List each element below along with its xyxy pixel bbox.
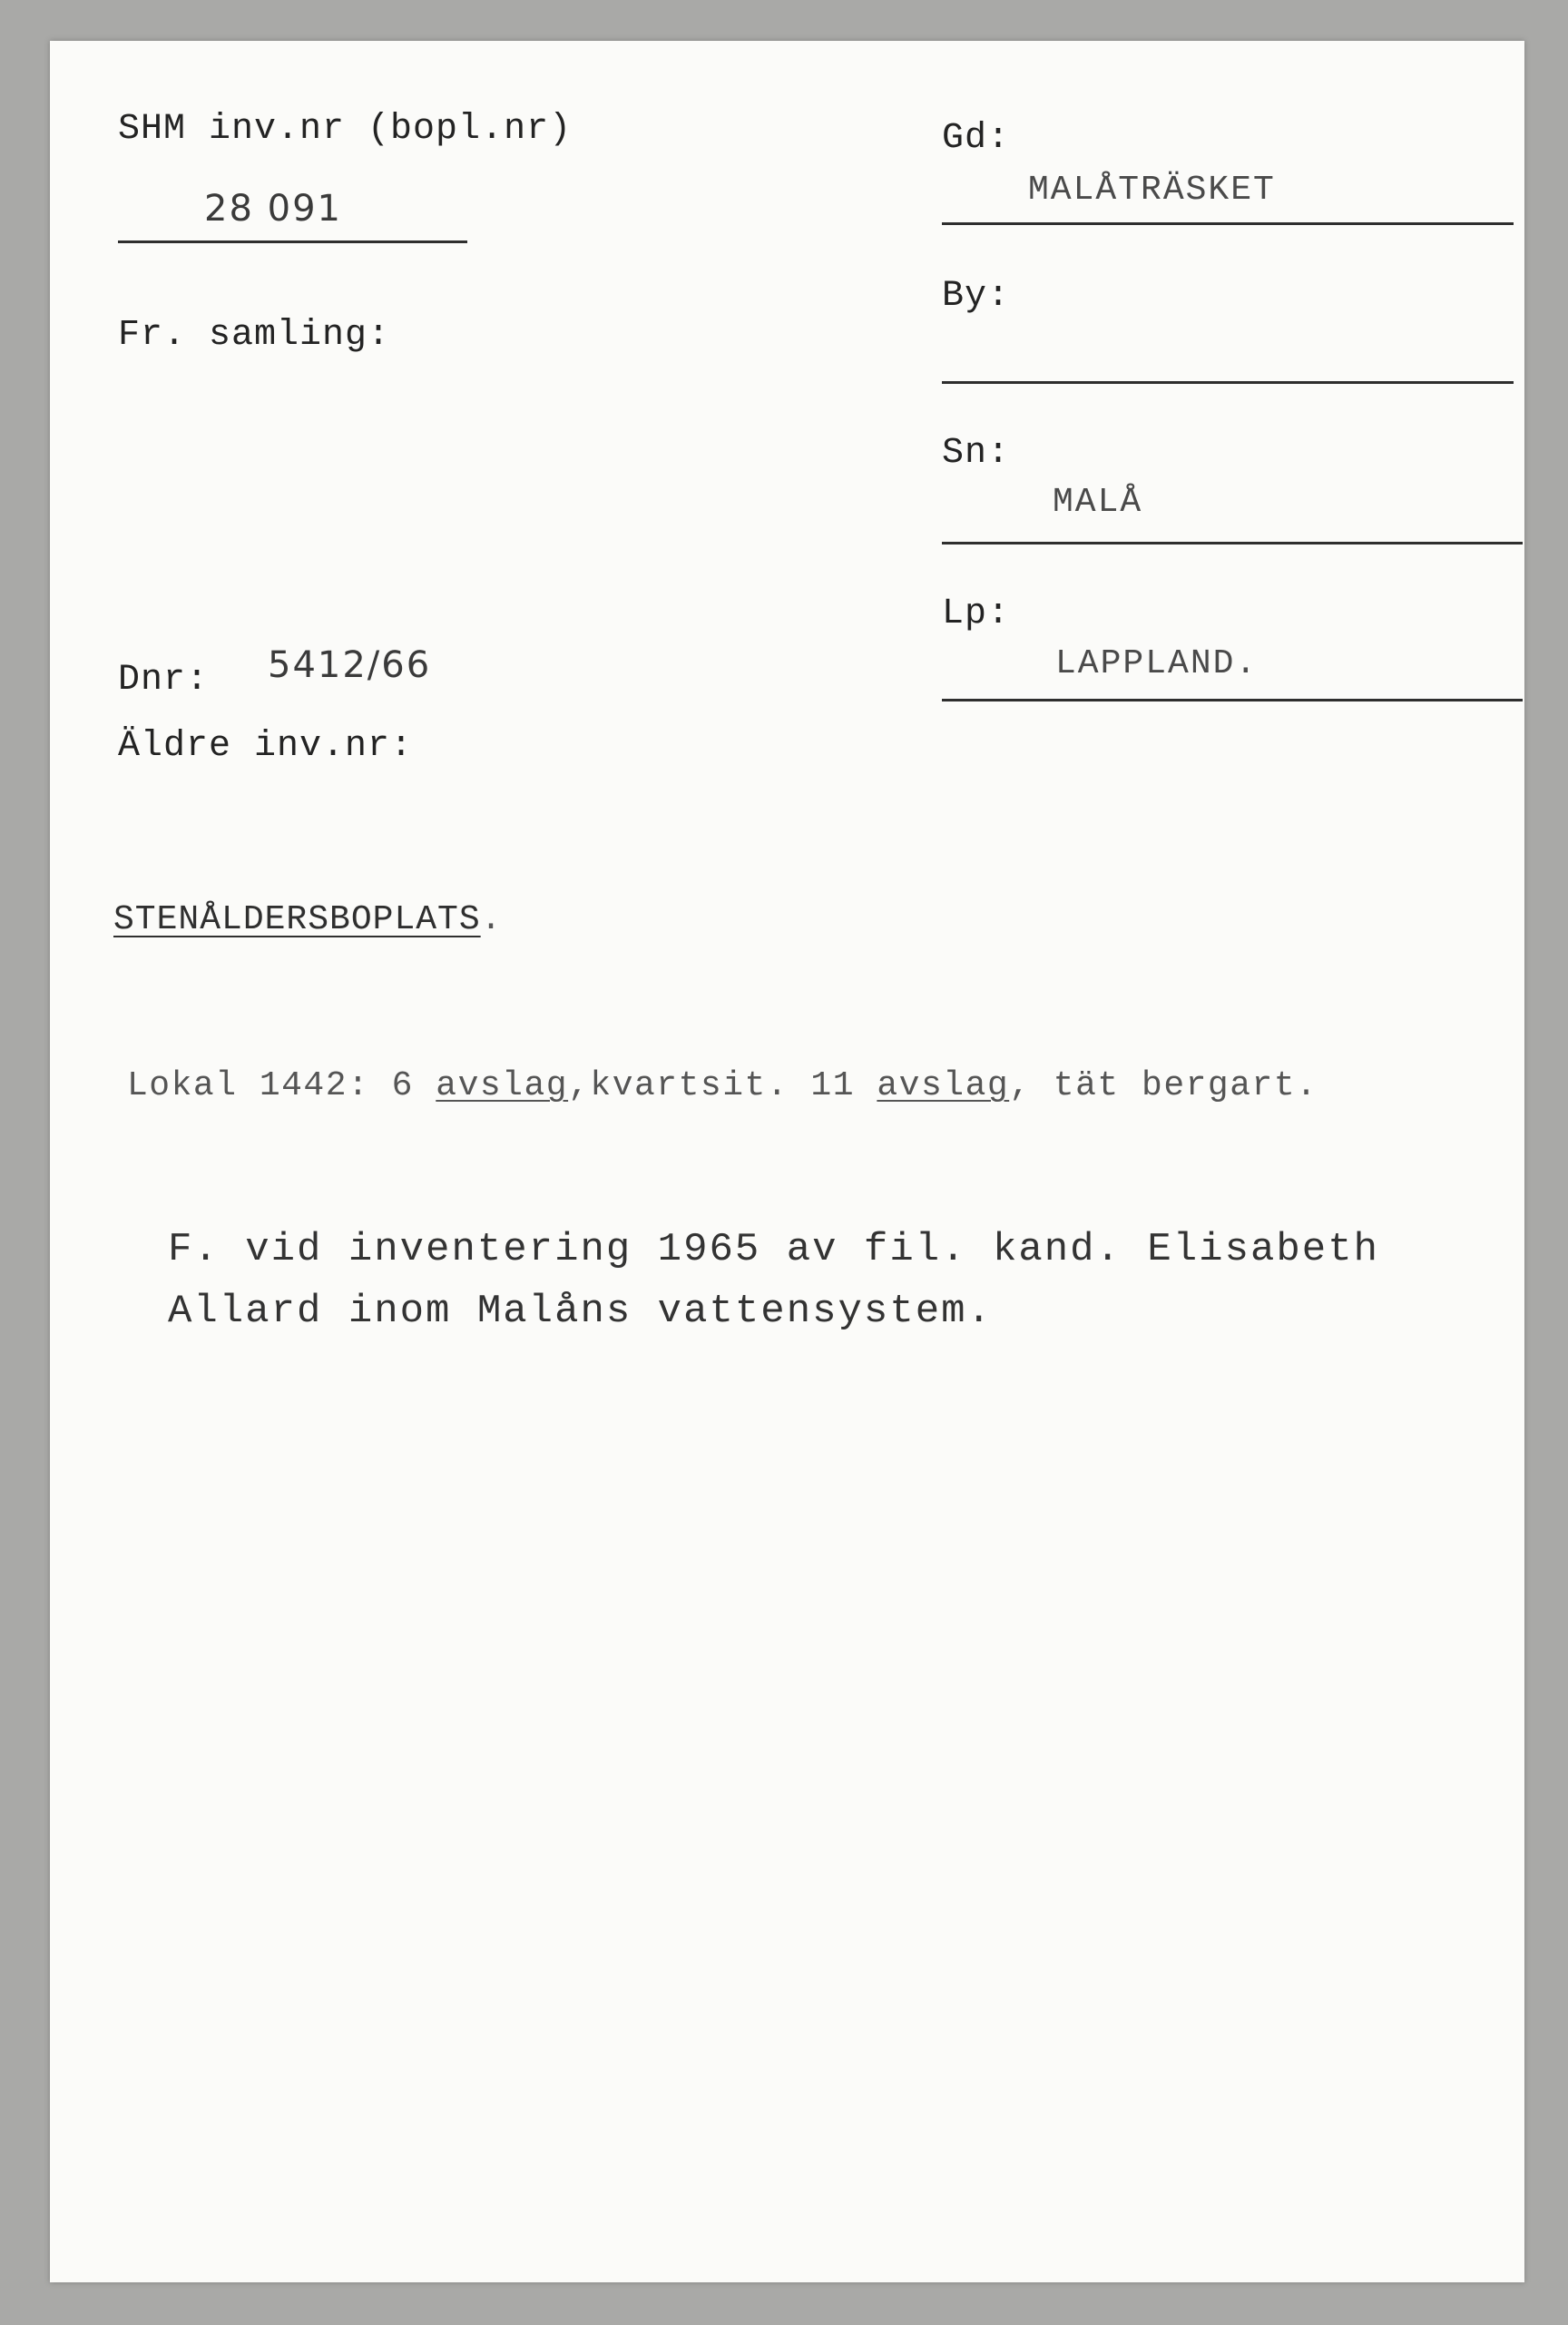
find-avslag-1: avslag	[436, 1066, 569, 1105]
inv-value: 28 091	[204, 188, 342, 230]
site-type-text: STENÅLDERSBOPLATS	[113, 900, 481, 939]
find-part-3: , tät bergart.	[1009, 1066, 1318, 1105]
fr-samling-label: Fr. samling:	[118, 315, 391, 356]
lp-underline	[942, 699, 1523, 701]
lp-label: Lp:	[942, 594, 1011, 634]
lp-value: LAPPLAND.	[1055, 644, 1259, 683]
sn-value: MALÅ	[1053, 483, 1143, 522]
gd-label: Gd:	[942, 118, 1011, 159]
find-line	[127, 1066, 1318, 1105]
by-label: By:	[942, 276, 1011, 317]
find-lokal: Lokal 1442: 6	[127, 1066, 436, 1105]
note-line-1: F. vid inventering 1965 av fil. kand. Elisabeth	[168, 1227, 1380, 1272]
sn-label: Sn:	[942, 433, 1011, 474]
site-type-heading	[113, 900, 502, 939]
site-type-suffix: .	[480, 900, 502, 939]
gd-underline	[942, 222, 1514, 225]
gd-value: MALÅTRÄSKET	[1028, 171, 1276, 210]
find-avslag-2: avslag	[877, 1066, 1010, 1105]
inv-underline	[118, 240, 467, 243]
by-underline	[942, 381, 1514, 384]
dnr-value: 5412/66	[268, 644, 432, 686]
sn-underline	[942, 542, 1523, 544]
aldre-inv-label: Äldre inv.nr:	[118, 726, 414, 767]
catalog-card	[50, 41, 1524, 2282]
note-line-2: Allard inom Malåns vattensystem.	[168, 1289, 993, 1334]
inv-label: SHM inv.nr (bopl.nr)	[118, 109, 573, 150]
find-part-2: ,kvartsit. 11	[568, 1066, 877, 1105]
dnr-label: Dnr:	[118, 660, 210, 701]
